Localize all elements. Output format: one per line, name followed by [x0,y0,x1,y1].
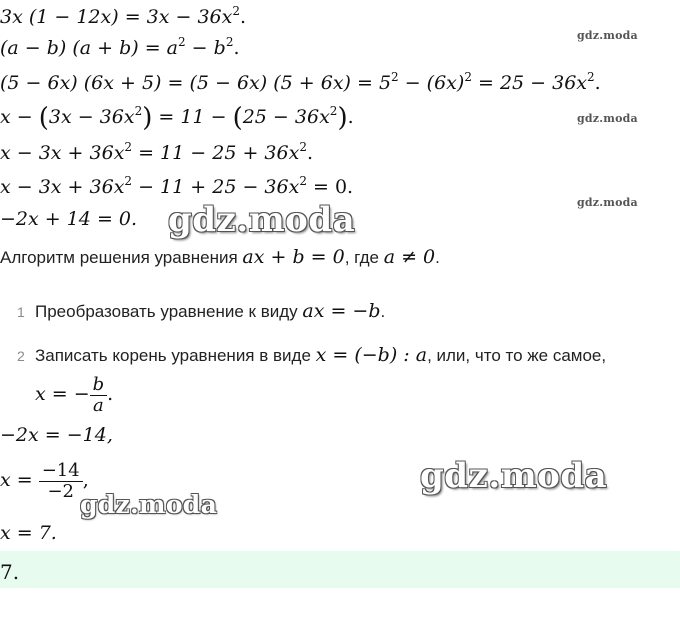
eq6-exp1: 2 [124,174,133,188]
eq2-exp1: 2 [178,35,186,49]
eq4-exp2: 2 [329,104,338,118]
step-1-number: 1 [17,304,25,320]
eq4-exp1: 2 [134,104,143,118]
step-2-formula-end: . [107,383,114,405]
watermark-small-1: gdz.moda [577,29,638,42]
watermark-small-2: gdz.moda [577,112,638,125]
eq3-exp3: 2 [587,70,595,84]
eq7: −2x + 14 = 0. [0,208,138,230]
eq3-exp2: 2 [464,70,472,84]
eq6-a: x − 3x + 36x [0,176,125,198]
fraction-denominator-a: a [90,395,108,416]
algorithm-intro-cond: a ≠ 0 [383,246,436,268]
step-1-math: ax = −b [302,300,381,322]
eq4-paren-open-1: ( [38,103,49,133]
equation-line-4 [0,103,354,133]
algorithm-intro-text: Алгоритм решения уравнения [0,248,243,267]
algorithm-intro [0,246,440,269]
answer-value: 7. [0,560,20,584]
eq3-b: − (6x) [398,72,465,94]
step-2 [35,344,606,367]
equation-line-3 [0,72,601,94]
fraction-numerator-minus-14: −14 [41,459,80,481]
solution-2-fraction [39,461,83,502]
step-2-rest: , или, что то же самое, [427,346,607,365]
eq5-b: = 11 − 25 + 36x [132,142,300,164]
watermark-small-3: gdz.moda [577,196,638,209]
solution-1: −2x = −14, [0,424,113,446]
eq3-c: = 25 − 36x [471,72,588,94]
equation-line-2 [0,37,240,59]
algorithm-intro-end: . [435,248,440,267]
algorithm-intro-math: ax + b = 0 [242,246,345,268]
eq2-mid: − b [185,37,226,59]
solution-line-3 [0,522,57,544]
solution-line-2 [0,458,89,502]
step-1 [35,300,385,323]
equation-line-5 [0,142,313,164]
step-2-text: Записать корень уравнения в виде [35,346,316,365]
solution-line-1 [0,424,113,446]
eq3-end: . [594,72,601,94]
eq4-end: . [347,106,354,128]
fraction-numerator-b: b [92,373,105,395]
fraction-denominator-minus-2: −2 [39,481,83,502]
step-2-number: 2 [17,348,25,364]
eq2-end: . [233,37,240,59]
algorithm-intro-where: , где [344,248,384,267]
eq4-paren-open-2: ( [232,103,243,133]
eq5-exp2: 2 [299,140,307,154]
eq3-exp1: 2 [391,70,399,84]
equation-line-6 [0,176,353,198]
watermark-large-2: gdz.moda [420,456,608,496]
eq1-exp: 2 [232,4,240,18]
eq5-end: . [306,142,313,164]
eq4-d: 25 − 36x [242,106,330,128]
eq2-exp2: 2 [225,35,234,49]
eq4-a: x − [0,106,39,128]
solution-2-x: x = [0,469,39,491]
eq1-main: 3x (1 − 12x) = 3x − 36x [0,6,233,28]
step-1-text: Преобразовать уравнение к виду [35,302,303,321]
equation-line-1 [0,6,246,28]
solution-2-end: , [82,469,89,491]
eq4-paren-close-1: ) [142,103,153,133]
eq6-b: − 11 + 25 − 36x [132,176,300,198]
watermark-large-1: gdz.moda [168,200,356,240]
eq4-paren-close-2: ) [337,103,348,133]
step-2-fraction [90,375,108,416]
equation-line-7 [0,208,137,230]
solution-3: x = 7. [0,522,57,544]
eq5-exp1: 2 [124,140,133,154]
eq1-end: . [239,6,247,28]
answer-box [0,551,680,588]
eq4-b: 3x − 36x [48,106,135,128]
step-1-end: . [380,302,386,321]
eq3-a: (5 − 6x) (6x + 5) = (5 − 6x) (5 + 6x) = 5 [0,72,392,94]
eq5-a: x − 3x + 36x [0,142,125,164]
step-2-formula-x: x = − [35,383,90,405]
eq4-c: = 11 − [152,106,233,128]
eq6-exp2: 2 [299,174,307,188]
step-2-math: x = (−b) : a [315,344,428,366]
step-2-formula [35,374,113,416]
eq6-end: = 0. [306,176,354,198]
watermark-medium: gdz.moda [80,490,218,519]
eq2-lhs: (a − b) (a + b) = a [0,37,178,59]
